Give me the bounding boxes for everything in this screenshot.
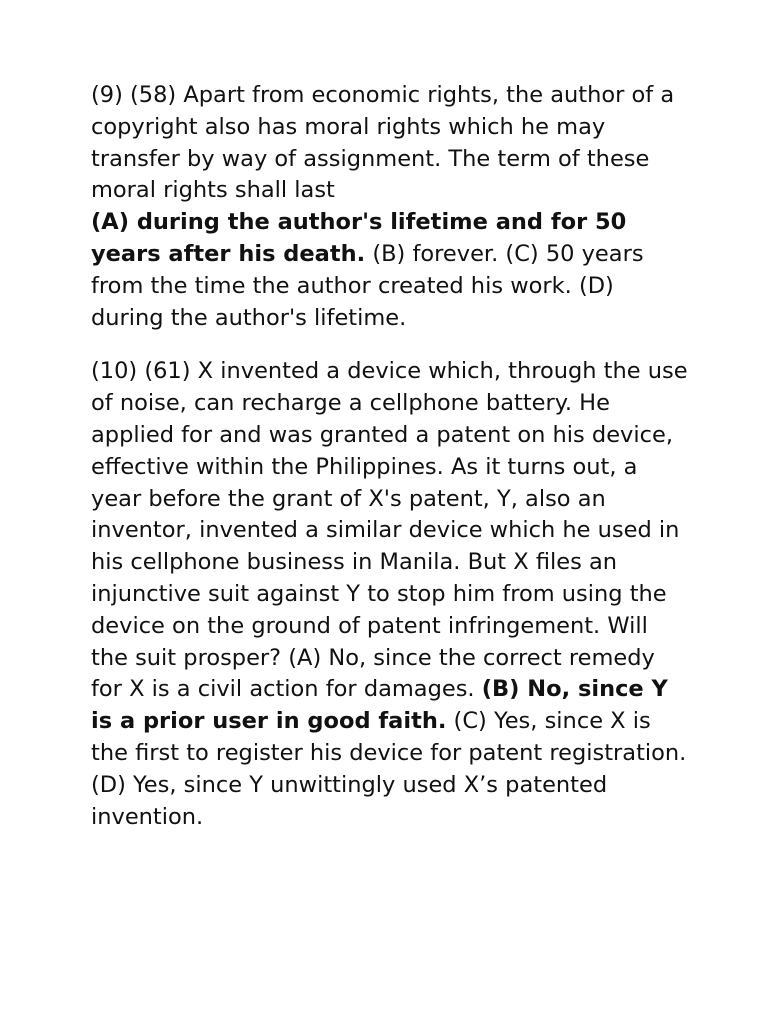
question-list	[91, 80, 691, 833]
question-stem: (10) (61) X invented a device which, through the use of noise, can recharge a cellphone battery. He applied for and was granted a patent on his device, effective within the Philippines. As it turns out, a year before the grant of X's patent, Y, also an inventor, invented a similar device which he used in his cellphone business in Manila. But X files an injunctive suit against Y to stop him from using the device on the ground of patent infringement. Will the suit prosper? (A) No, since the correct remedy for X is a civil action for damages.	[91, 358, 688, 703]
correct-answer: (B) No, since Y is a prior user in good faith.	[91, 676, 668, 735]
question-stem: (9) (58) Apart from economic rights, the author of a copyright also has moral rights which he may transfer by way of assignment. The term of these moral rights shall last	[91, 82, 675, 204]
other-choices: (B) forever. (C) 50 years from the time the author created his work. (D) during the author's lifetime.	[91, 240, 644, 331]
correct-answer: (A) during the author's lifetime and for 50 years after his death.	[91, 209, 627, 267]
other-choices: (C) Yes, since X is the first to register his device for patent registration. (D) Yes, since Y unwittingly used X’s patented invention.	[91, 708, 687, 830]
question-10	[91, 356, 691, 833]
question-9	[91, 80, 691, 334]
